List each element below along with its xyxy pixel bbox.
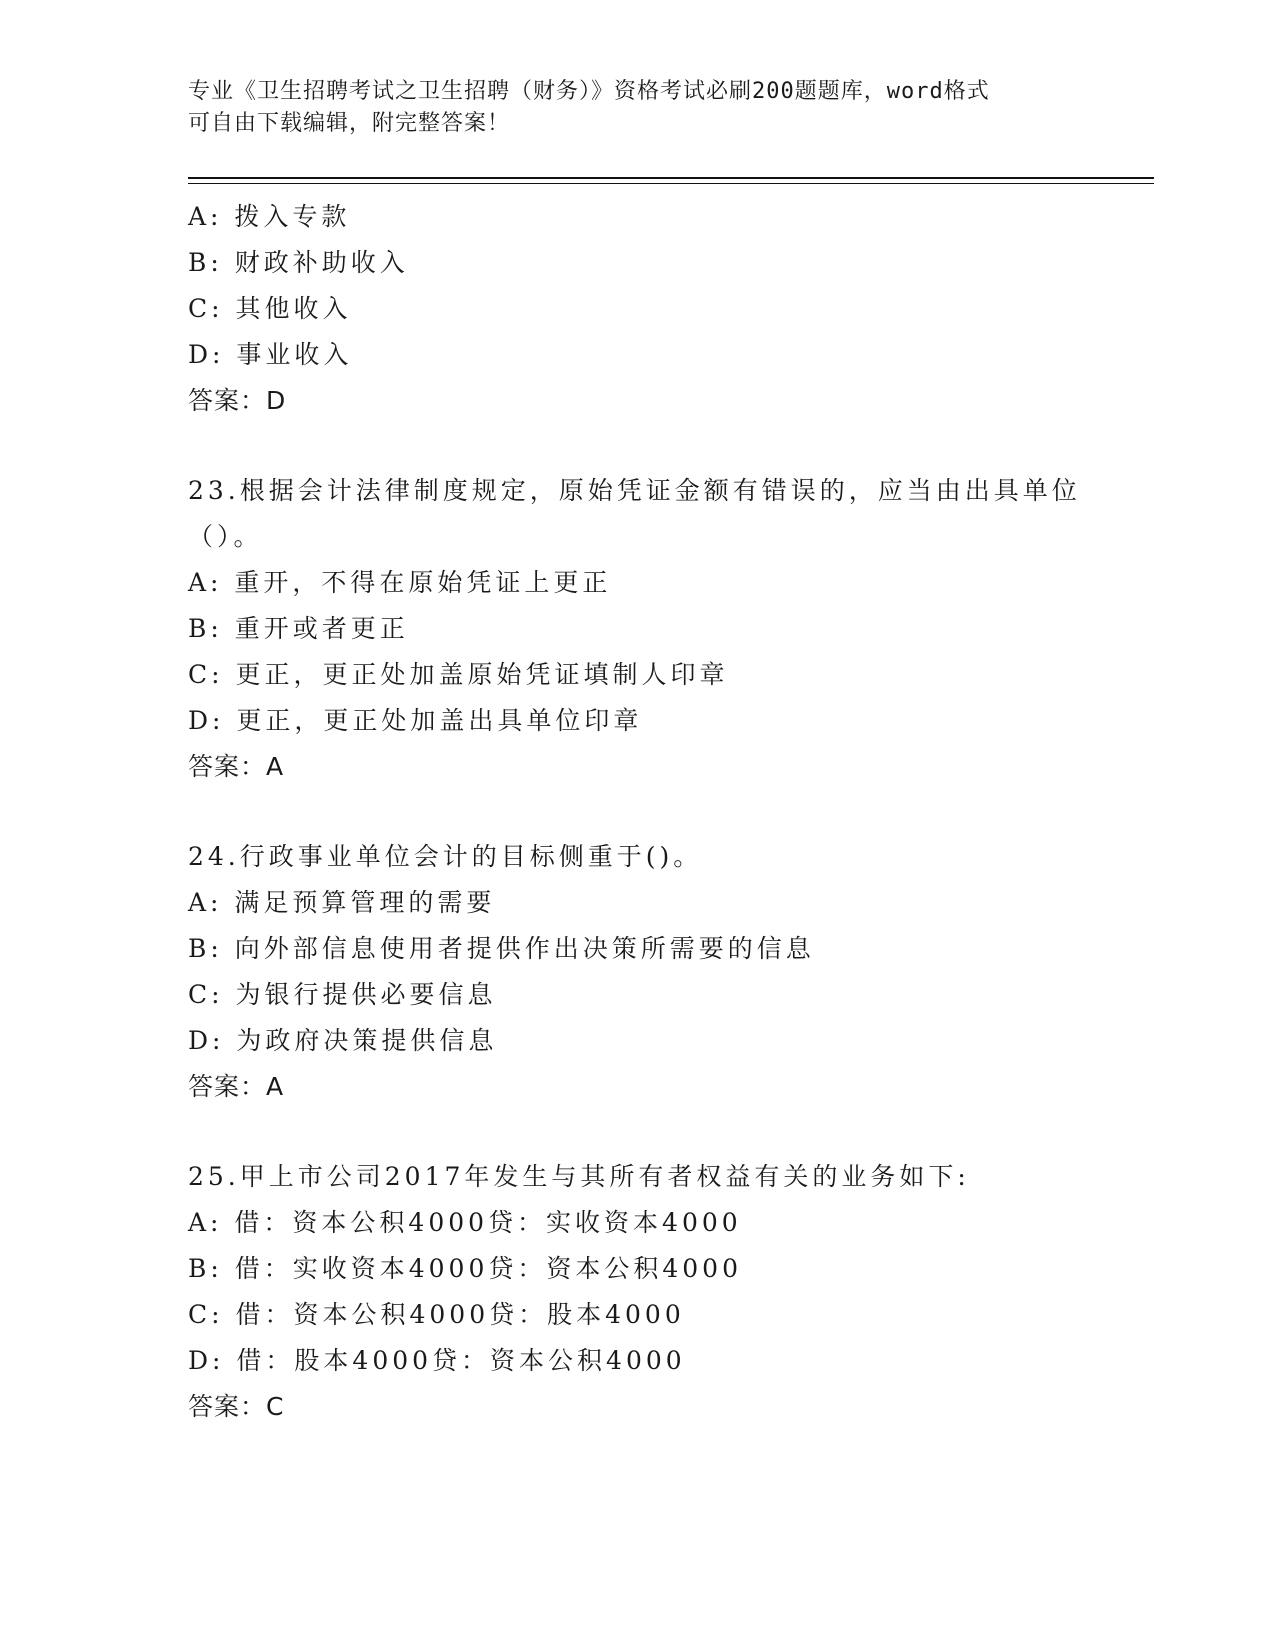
document-header [188, 76, 1088, 140]
question-block [188, 194, 1148, 424]
block-spacer [188, 790, 1148, 834]
question-block [188, 1154, 1148, 1430]
question-block [188, 834, 1148, 1110]
question-text-continued: （）。 [188, 522, 263, 551]
option-d: D: 借：股本4000贷：资本公积4000 [188, 1346, 686, 1375]
question-text: 25.甲上市公司2017年发生与其所有者权益有关的业务如下: [188, 1162, 970, 1191]
question-block [188, 468, 1148, 790]
answer-line: 答案：A [188, 752, 285, 781]
option-d: D: 为政府决策提供信息 [188, 1026, 498, 1055]
option-a: A: 重开，不得在原始凭证上更正 [188, 568, 612, 597]
block-spacer [188, 1110, 1148, 1154]
answer-line: 答案：D [188, 386, 287, 415]
option-b: B: 向外部信息使用者提供作出决策所需要的信息 [188, 934, 815, 963]
header-divider-thick [188, 177, 1154, 179]
question-text: 24.行政事业单位会计的目标侧重于()。 [188, 842, 703, 871]
option-b: B: 财政补助收入 [188, 248, 409, 277]
option-c: C: 为银行提供必要信息 [188, 980, 497, 1009]
option-a: A: 满足预算管理的需要 [188, 888, 496, 917]
block-spacer [188, 424, 1148, 468]
option-d: D: 事业收入 [188, 340, 353, 369]
option-b: B: 重开或者更正 [188, 614, 409, 643]
option-c: C: 其他收入 [188, 294, 352, 323]
header-line-1: 专业《卫生招聘考试之卫生招聘（财务）》资格考试必刷200题题库，word格式 [188, 79, 990, 104]
header-divider-thin [188, 183, 1154, 184]
answer-line: 答案：C [188, 1392, 285, 1421]
option-b: B: 借：实收资本4000贷：资本公积4000 [188, 1254, 742, 1283]
option-c: C: 更正，更正处加盖原始凭证填制人印章 [188, 660, 729, 689]
option-d: D: 更正，更正处加盖出具单位印章 [188, 706, 643, 735]
question-list [188, 194, 1148, 1430]
header-line-2: 可自由下载编辑，附完整答案！ [188, 111, 511, 136]
option-c: C: 借：资本公积4000贷：股本4000 [188, 1300, 685, 1329]
question-text: 23.根据会计法律制度规定，原始凭证金额有错误的，应当由出具单位 [188, 476, 1081, 505]
option-a: A: 借：资本公积4000贷：实收资本4000 [188, 1208, 742, 1237]
answer-line: 答案：A [188, 1072, 285, 1101]
option-a: A: 拨入专款 [188, 202, 351, 231]
